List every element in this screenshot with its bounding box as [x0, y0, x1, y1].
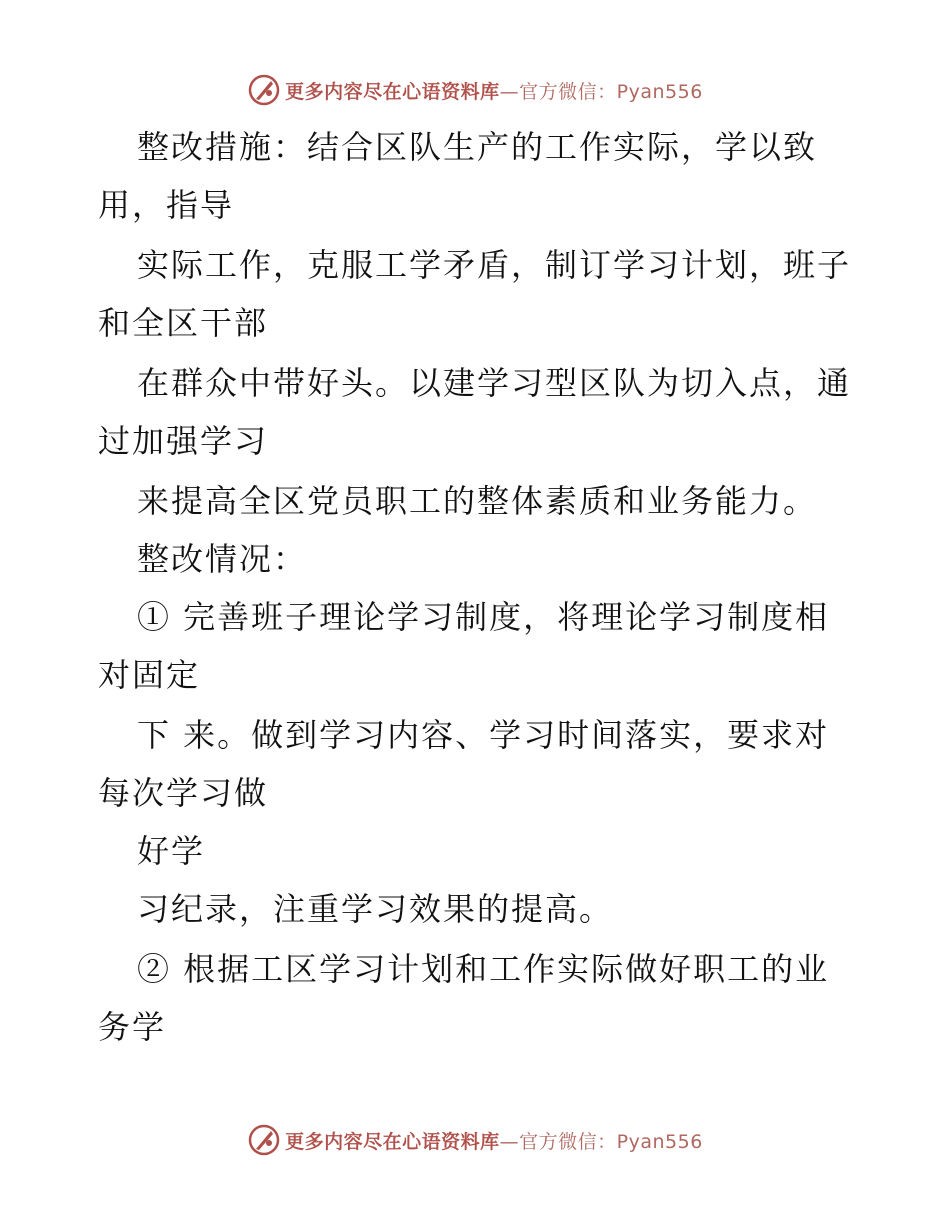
text-line: 习纪录，注重学习效果的提高。 [137, 890, 614, 928]
text-line: 来提高全区党员职工的整体素质和业务能力。 [137, 482, 818, 520]
text-line: 实际工作，克服工学矛盾，制订学习计划，班子 [137, 246, 852, 284]
text-line: 整改情况： [137, 540, 308, 578]
text-line: ① 完善班子理论学习制度，将理论学习制度相 [137, 598, 830, 636]
text-line: 每次学习做 [98, 774, 269, 812]
text-line: 用，指导 [98, 186, 235, 224]
quill-logo-icon [247, 73, 281, 107]
quill-logo-icon [247, 1123, 281, 1157]
banner-contact: —官方微信：Pyan556 [499, 80, 703, 103]
text-line: 和全区干部 [98, 304, 269, 342]
text-line: 过加强学习 [98, 422, 269, 460]
footer-banner [0, 1120, 950, 1160]
banner-text: 更多内容尽在心语资料库 [285, 80, 500, 103]
text-line: 务学 [98, 1008, 167, 1046]
text-line: 好学 [137, 832, 206, 870]
text-line: 在群众中带好头。以建学习型区队为切入点，通 [137, 364, 852, 402]
text-line: 对固定 [98, 656, 201, 694]
text-line: ② 根据工区学习计划和工作实际做好职工的业 [137, 950, 830, 988]
banner-text: 更多内容尽在心语资料库 [285, 1130, 500, 1153]
banner-contact: —官方微信：Pyan556 [499, 1130, 703, 1153]
text-line: 下 来。做到学习内容、学习时间落实，要求对 [137, 716, 830, 754]
header-banner [0, 70, 950, 110]
text-line: 整改措施：结合区队生产的工作实际，学以致 [137, 128, 818, 166]
